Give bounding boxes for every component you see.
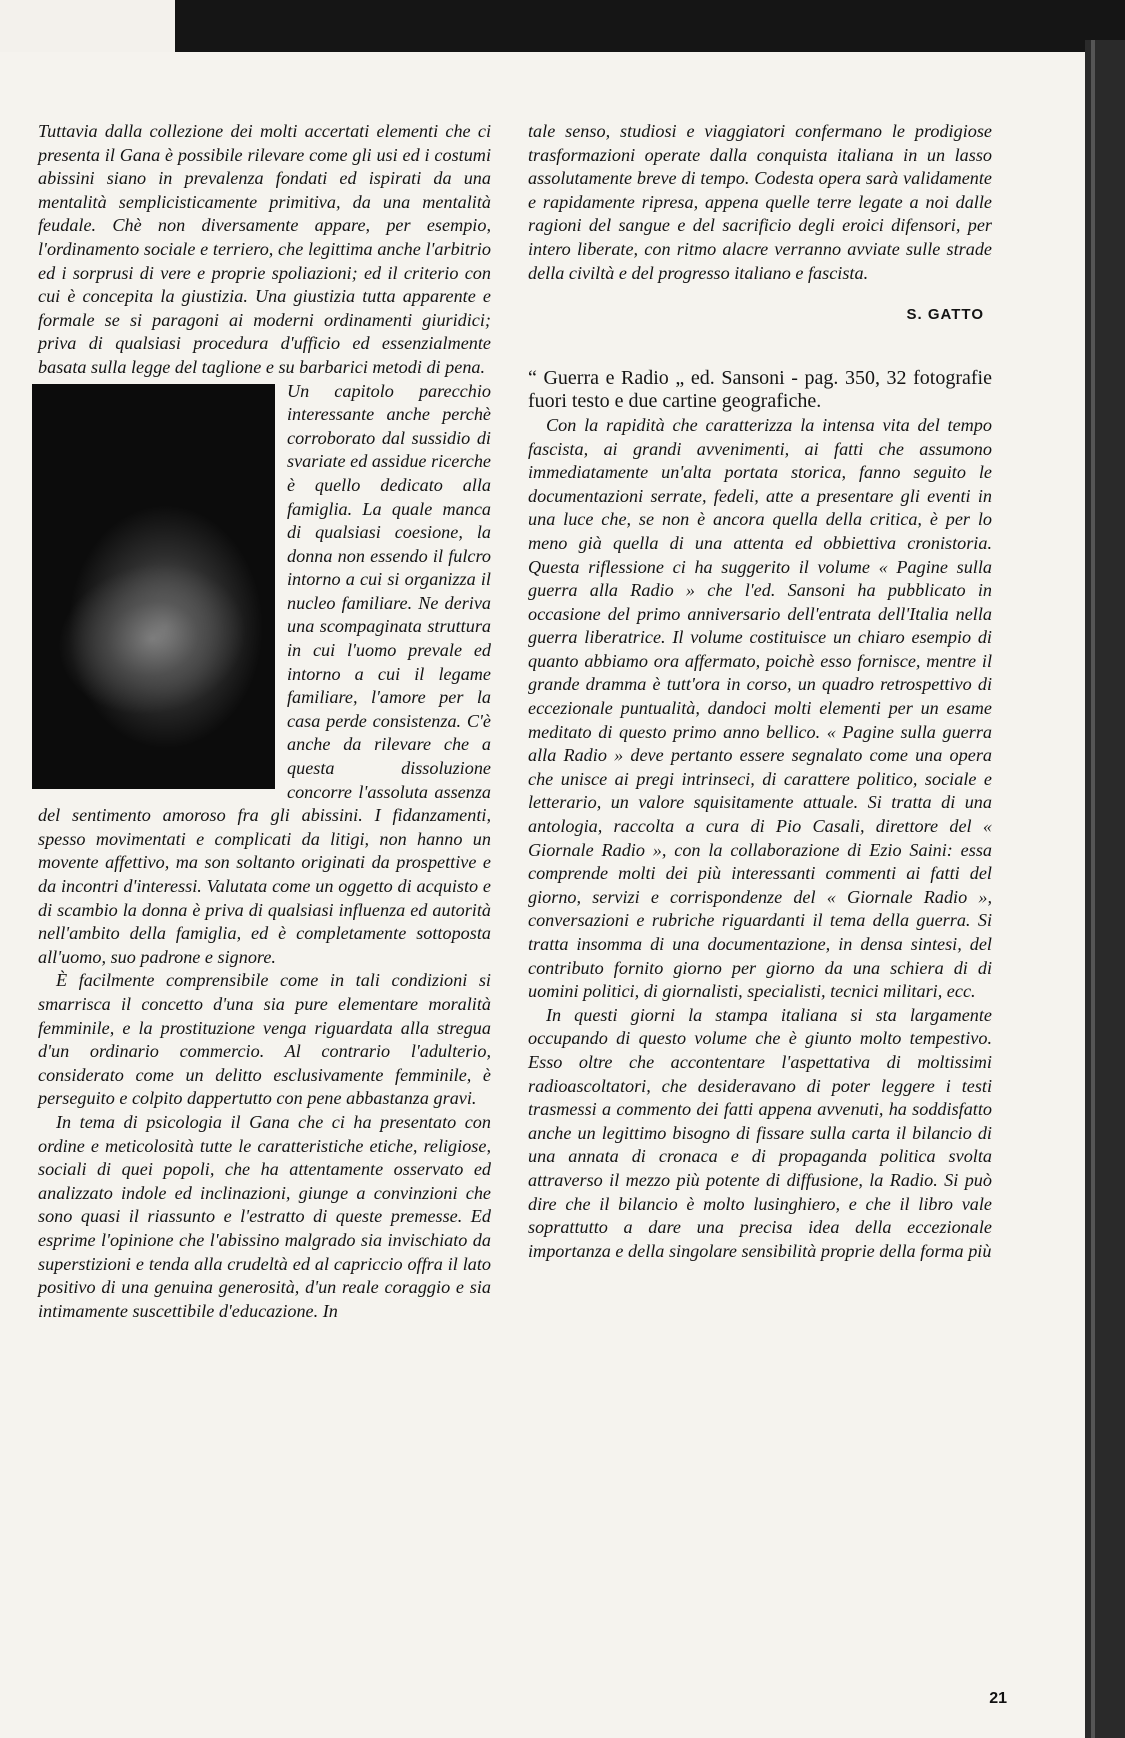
right-paragraph-3: In questi giorni la stampa italiana si sta largamente occupando di questo volume che è giunto molto tempestivo. Esso oltre che accontentare l'aspettativa di moltissimi radioascoltatori, che desideravano di poter leggere i testi trasmessi a commento dei fatti appena avvenuti, ha soddisfatto anche un legittimo bisogno di fissare sulla carta il bilancio di una annata di cronaca e di propaganda politica svolta attraverso il mezzo più potente di diffusione, la Radio. Si può dire che il bilancio è molto lusinghiero, e che il libro vale soprattutto a dare una precisa idea della eccezionale importanza e della singolare sensibilità proprie della forma più [528, 1004, 992, 1261]
scan-right-edge [1085, 40, 1125, 1738]
article-photo [32, 384, 275, 789]
left-column [38, 120, 491, 1323]
left-paragraph-2: Un capitolo parecchio interessante anche perchè corroborato dal sussidio di svariate ed assidue ricerche è quello dedicato alla famiglia. La quale manca di qualsiasi coesione, la donna non essendo il fulcro intorno a cui si organizza il nucleo familiare. Ne deriva una scompaginata struttura in cui l'uomo prevale ed intorno a cui il legame familiare, l'amore per la casa perde consistenza. C'è anche da rilevare che a questa dissoluzione concorre l'assoluta assenza del sentimento amoroso fra gli abissini. I fidanzamenti, spesso movimentati e complicati da litigi, non hanno un movente affettivo, ma son soltanto originati da prospettive e da incontri d'interessi. Valutata come un oggetto di acquisto e di scambio la donna è priva di qualsiasi influenza ed autorità nell'ambito della famiglia, ed è completamente sottoposta all'uomo, suo padrone e signore. [38, 380, 491, 967]
page-number: 21 [989, 1690, 1007, 1707]
left-paragraph-1: Tuttavia dalla collezione dei molti accertati elementi che ci presenta il Gana è possibile rilevare come gli usi ed i costumi abissini siano in prevalenza fondati ed ispirati da una mentalità semplicisticamente primitiva, da una mentalità feudale. Chè non diversamente appare, per esempio, l'ordinamento sociale e terriero, che legittima anche l'arbitrio ed i sorprusi di vere e proprie spoliazioni; ed il criterio con cui è concepita la giustizia. Una giustizia tutta apparente e formale se si paragoni ai moderni ordinamenti giuridici; priva di qualsiasi procedura d'ufficio ed essenzialmente basata sulla legge del taglione e su barbarici metodi di pena. [38, 121, 491, 377]
scan-corner [0, 0, 175, 52]
scan-top-edge [175, 0, 1125, 52]
left-paragraph-4: In tema di psicologia il Gana che ci ha presentato con ordine e meticolosità tutte le caratteristiche etiche, religiose, sociali di quei popoli, che ha attentamente osservato ed analizzato indole ed inclinazioni, giunge a convinzioni che sono quasi il riassunto e l'estratto di queste premesse. Ed esprime l'opinione che l'abissino malgrado sia invischiato da superstizioni e tenda alla crudeltà ed al capriccio offra il lato positivo di una genuina generosità, d'un reale coraggio e sia intimamente suscettibile d'educazione. In [38, 1111, 491, 1321]
right-paragraph-2: Con la rapidità che caratterizza la intensa vita del tempo fascista, ai grandi avvenimenti, ai fatti che assumono immediatamente un'alta portata storica, fanno seguito le documentazioni serrate, fedeli, atte a presentare gli eventi in una luce che, se non è ancora quella della critica, è per lo meno già quella di una attenta ed obbiettiva cronistoria. Questa riflessione ci ha suggerito il volume « Pagine sulla guerra alla Radio » che l'ed. Sansoni ha pubblicato in occasione del primo anniversario dell'entrata dell'Italia nella guerra liberatrice. Il volume costituisce un chiaro esempio di quanto abbiamo ora affermato, poichè esso fornisce, mentre il grande dramma è tutt'ora in corso, un quadro retrospettivo di eccezionale puntualità, dandoci molti elementi per un esame meditato di questo primo anno bellico. « Pagine sulla guerra alla Radio » deve pertanto essere segnalato come una opera che unisce ai pregi intrinseci, di carattere politico, sociale e letterario, un valore squisitamente attuale. Si tratta di una antologia, raccolta a cura di Pio Casali, direttore del « Giornale Radio », con la collaborazione di Ezio Saini: essa comprende molti dei più interessanti commenti ai fatti del giorno, servizi e corrispondenze del « Giornale Radio », conversazioni e rubriche riguardanti il tema della guerra. Si tratta insomma di una documentazione, in densa sintesi, del contributo fornito giorno per giorno da una schiera di di uomini politici, di giornalisti, specialisti, tecnici militari, ecc. [528, 414, 992, 1002]
magazine-page [0, 52, 1085, 1738]
book-reference: “ Guerra e Radio „ ed. Sansoni - pag. 350, 32 fotografie fuori testo e due cartine geografiche. [528, 366, 992, 413]
right-paragraph-1: tale senso, studiosi e viaggiatori confermano le prodigiose trasformazioni operate dalla conquista italiana in un lasso assolutamente breve di tempo. Codesta opera sarà validamente e rapidamente ripresa, appena quelle terre legate a noi dalle ragioni del sangue e del sacrificio degli eroici difensori, per intero liberate, con ritmo alacre verranno avviate sulle strade della civiltà e del progresso italiano e fascista. [528, 121, 992, 283]
author-signature: S. GATTO [906, 306, 984, 324]
right-column [528, 120, 992, 1263]
left-paragraph-3: È facilmente comprensibile come in tali condizioni si smarrisca il concetto d'una sia pure elementare moralità femminile, e la prostituzione venga riguardata alla stregua d'un ordinario commercio. Al contrario l'adulterio, considerato come un delitto esclusivamente femminile, è perseguito e colpito dappertutto con pene abbastanza gravi. [38, 970, 491, 1109]
